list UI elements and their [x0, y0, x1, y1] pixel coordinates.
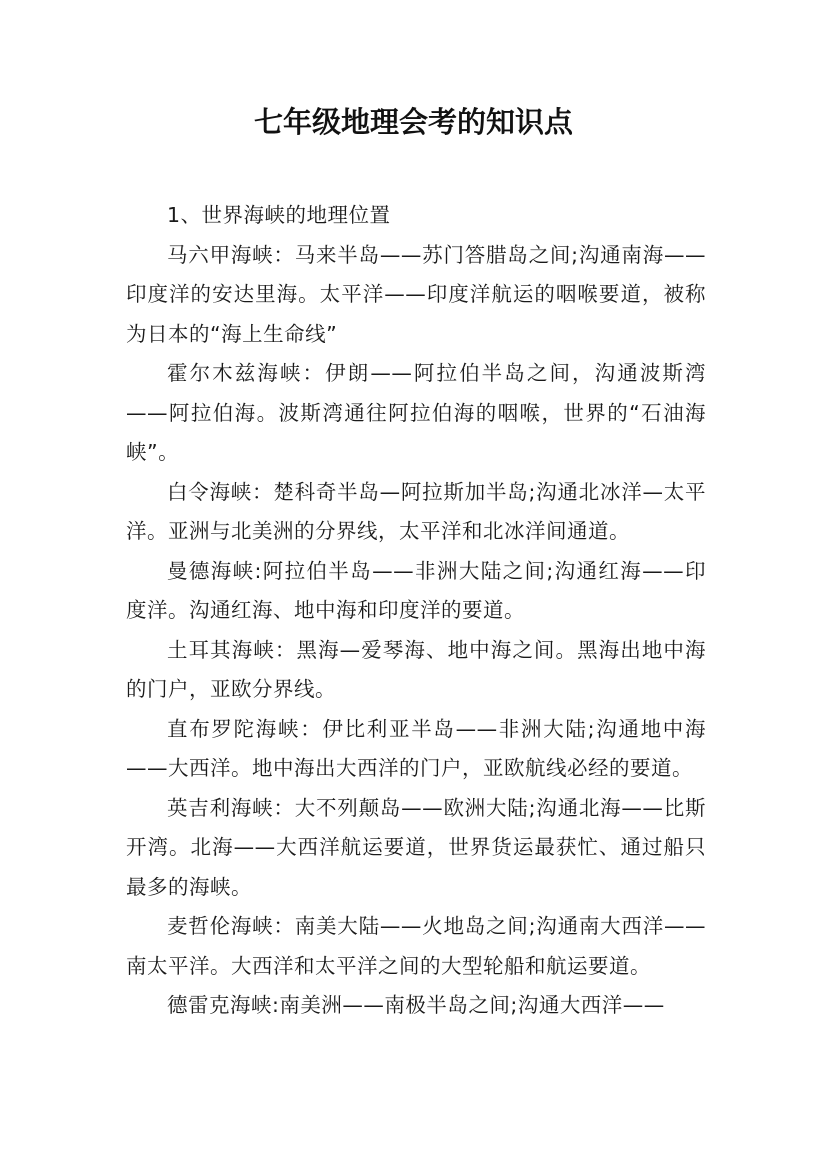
document-title: 七年级地理会考的知识点 [253, 105, 573, 139]
paragraph-bering-strait: 白令海峡：楚科奇半岛—阿拉斯加半岛;沟通北冰洋—太平洋。亚洲与北美洲的分界线，太平洋和北冰洋间通道。 [126, 479, 706, 543]
paragraph-turkish-straits: 土耳其海峡：黑海—爱琴海、地中海之间。黑海出地中海的门户，亚欧分界线。 [126, 637, 706, 701]
document-body [126, 196, 706, 1026]
paragraph-malacca-strait: 马六甲海峡：马来半岛——苏门答腊岛之间;沟通南海——印度洋的安达里海。太平洋——印度洋航运的咽喉要道，被称为日本的“海上生命线” [126, 242, 706, 346]
paragraph-hormuz-strait: 霍尔木兹海峡：伊朗——阿拉伯半岛之间，沟通波斯湾——阿拉伯海。波斯湾通往阿拉伯海的咽喉，世界的“石油海峡”。 [126, 361, 706, 464]
paragraph-magellan-strait: 麦哲伦海峡：南美大陆——火地岛之间;沟通南大西洋——南太平洋。大西洋和太平洋之间的大型轮船和航运要道。 [126, 914, 706, 978]
paragraph-mandeb-strait: 曼德海峡:阿拉伯半岛——非洲大陆之间;沟通红海——印度洋。沟通红海、地中海和印度洋的要道。 [126, 558, 706, 622]
section-heading: 1、世界海峡的地理位置 [167, 203, 391, 227]
paragraph-gibraltar-strait: 直布罗陀海峡：伊比利亚半岛——非洲大陆;沟通地中海——大西洋。地中海出大西洋的门户，亚欧航线必经的要道。 [126, 716, 706, 780]
paragraph-drake-passage: 德雷克海峡:南美洲——南极半岛之间;沟通大西洋—— [167, 993, 665, 1017]
paragraph-english-channel: 英吉利海峡：大不列颠岛——欧洲大陆;沟通北海——比斯开湾。北海——大西洋航运要道，世界货运最获忙、通过船只最多的海峡。 [126, 795, 706, 899]
